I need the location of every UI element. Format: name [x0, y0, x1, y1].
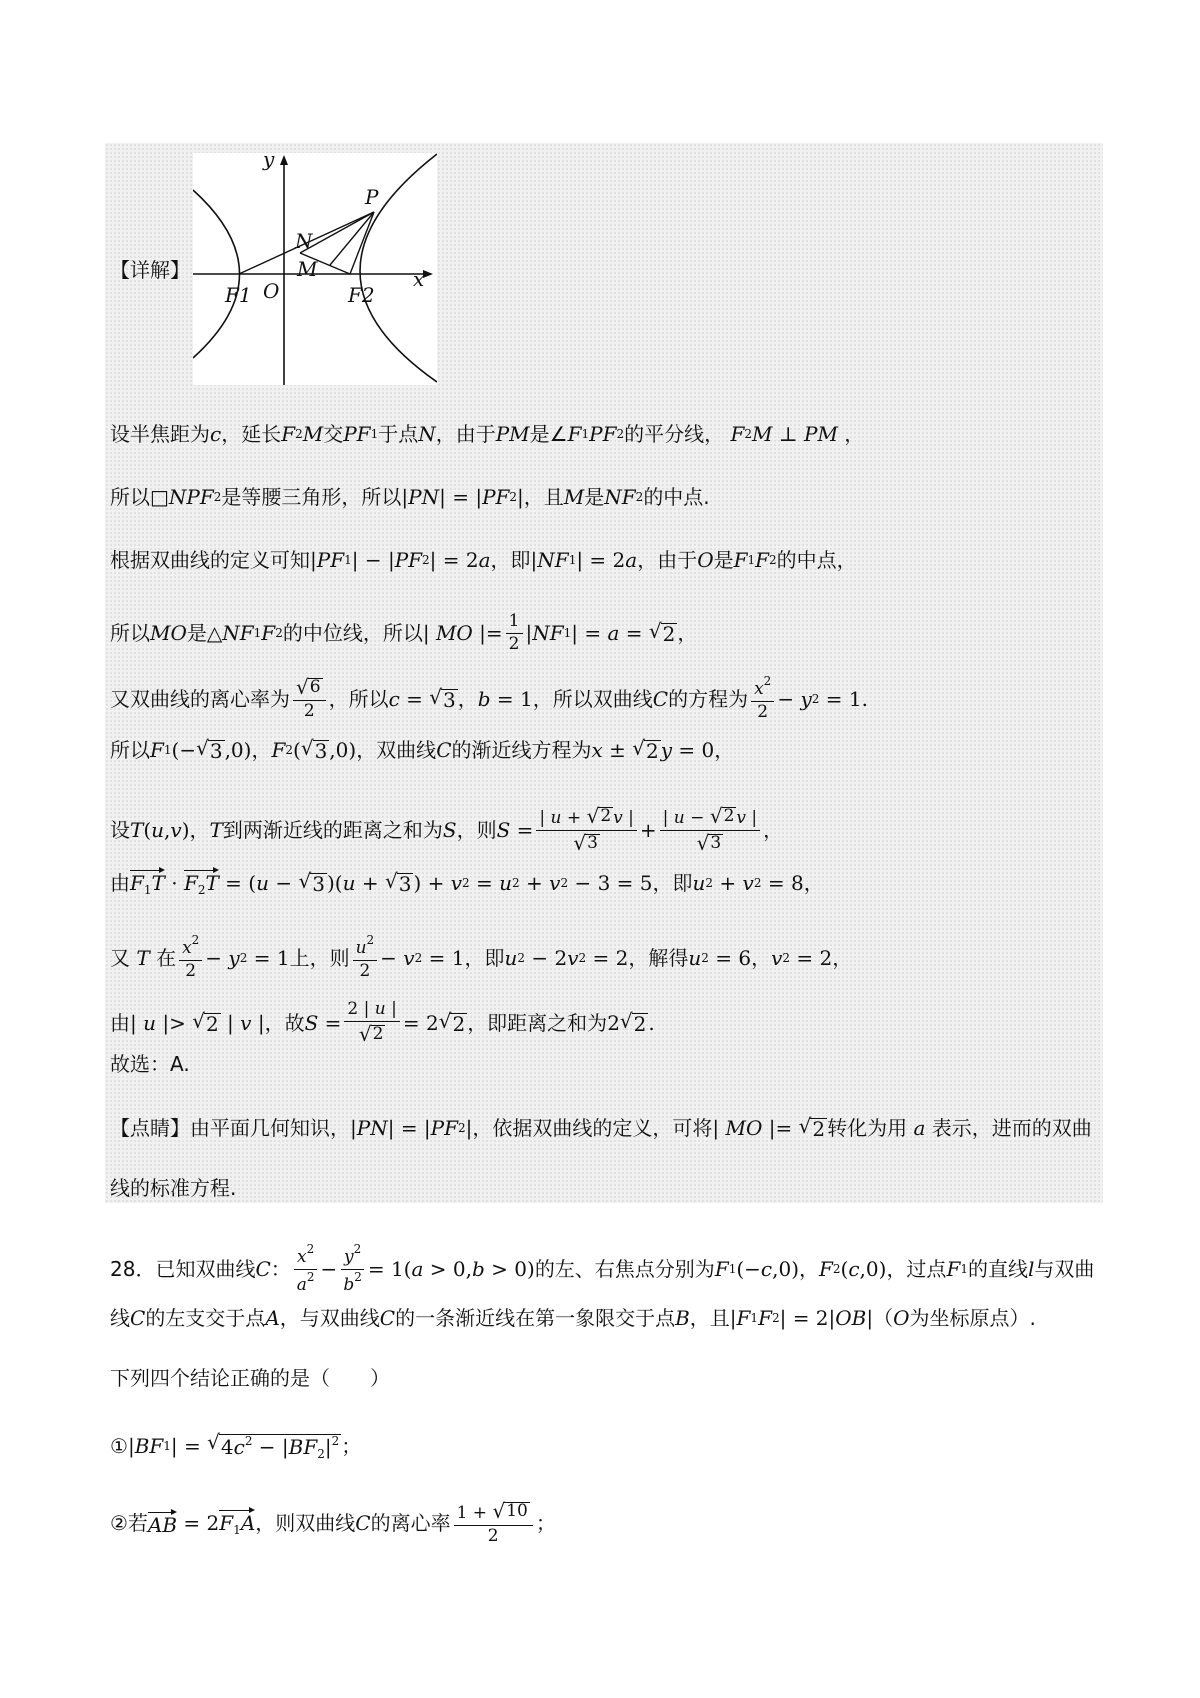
solution-line-6: 所以 F 1 (− √ 3 ,0) ， F 2 ( √ 3 ,0) ，双曲线 C 的渐近线方程为 x ± √ 2 y = 0 ，	[110, 736, 735, 763]
question-28-line-1: 28．已知双曲线 C ： $\frac{x^2}{a^2}$ − $\frac{y^2}{b^2}$ = 1( a > 0, b > 0) 的左、右焦点分别为 F 1 (− c ,0) ， F 2 ( c ,0) ，过点 F 1 的直线 l 与双曲	[110, 1242, 1095, 1295]
remark-line-1: 【点睛】由平面几何知识， | PN | = | PF 2 | ，依据双曲线的定义，可将 | MO |= √ 2 转化为用 a 表示，进而的双曲	[110, 1114, 1092, 1141]
question-28-prompt: 下列四个结论正确的是（ ）	[110, 1366, 390, 1390]
label-p: P	[365, 185, 379, 209]
solution-line-2: 所以□ NPF 2 是等腰三角形，所以 | PN | = | PF 2 | ，且 M 是 NF 2 的中点.	[110, 485, 710, 509]
detail-heading: 【详解】	[110, 258, 190, 282]
label-x: x	[413, 267, 425, 291]
answer-line: 故选：A.	[110, 1052, 190, 1076]
solution-line-7: 设 T ( u , v ) ， T 到两渐近线的距离之和为 S ，则 S = | u + √ 2 v | √ 3 + | u − √ 2 v | √ 3 ，	[110, 804, 784, 855]
remark-line-2: 线的标准方程.	[110, 1176, 237, 1200]
solution-line-10: 由 | u |> √ 2 | v | ，故 S = 2 | u | √ 2 = 2 √ 2 ，即距离之和为 2 √ 2 .	[110, 999, 655, 1046]
solution-line-1: 设半焦距为 c ，延长 F 2 M 交 PF 1 于点 N ，由于 PM 是∠ F 1 PF 2 的平分线， F 2 M ⊥ PM ，	[110, 422, 865, 446]
hyperbola-figure	[193, 147, 437, 385]
solution-line-9: 又 T 在 $\frac{x^2}{2}$ − y 2 = 1 上，则 $\frac{u^2}{2}$ − v 2 = 1 ，即 u 2 − 2 v 2 = 2 ，解得 u 2 = 6 ， v 2 = 2 ，	[110, 933, 853, 981]
option-1: ① | BF 1 | = √ $4c^2 - |BF_2|^2$ ；	[110, 1430, 362, 1461]
label-n: N	[295, 229, 313, 253]
solution-line-3: 根据双曲线的定义可知 | PF 1 | − | PF 2 | = 2 a ，即 | NF 1 | = 2 a ，由于 O 是 F 1 F 2 的中点，	[110, 548, 857, 572]
question-28-line-2: 线 C 的左支交于点 A ，与双曲线 C 的一条渐近线在第一象限交于点 B ，且 | F 1 F 2 | = 2| OB | （ O 为坐标原点）.	[110, 1306, 1036, 1330]
solution-line-5: 又双曲线的离心率为 √ 6 2 ，所以 c = √ 3 ， b = 1 ，所以双曲线 C 的方程为 $\frac{x^2}{2}$ − y 2 = 1 .	[110, 674, 868, 722]
solution-line-4: 所以 MO 是△ NF 1 F 2 的中位线，所以 | MO |= $\frac{1}{2}$ | NF 1 | = a = √ 2 ，	[110, 611, 698, 654]
option-2: ②若 AB = 2 $F_1A$ ，则双曲线 C 的离心率 1 + √ 10 2 ；	[110, 1499, 556, 1546]
label-y: y	[263, 147, 275, 171]
label-o: O	[263, 279, 280, 303]
solution-line-8: 由 $F_1T$ · $F_2T$ = ( u − √ 3 )( u + √ 3 ) + v 2 = u 2 + v 2 − 3 = 5 ，即 u 2 + v 2 = 8 ，	[110, 869, 824, 897]
label-f2: F2	[348, 283, 375, 307]
label-m: M	[297, 257, 318, 281]
label-f1: F1	[225, 283, 252, 307]
